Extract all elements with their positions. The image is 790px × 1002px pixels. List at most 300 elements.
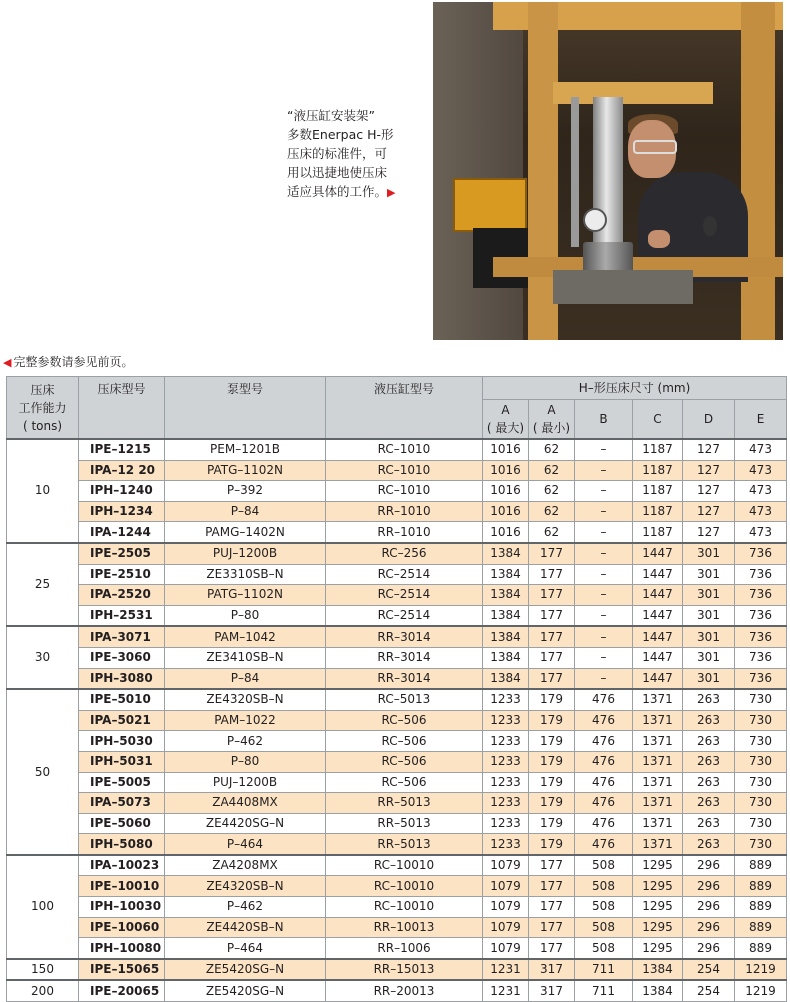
dim-d-cell: 263 [683, 793, 735, 814]
dim-a-min-cell: 62 [529, 460, 575, 481]
table-row [7, 668, 787, 689]
press-model-cell: IPH–1240 [79, 481, 165, 502]
table-row [7, 501, 787, 522]
dim-d-cell: 263 [683, 689, 735, 710]
dim-b-cell: 508 [575, 876, 633, 897]
dim-a-min-cell: 177 [529, 876, 575, 897]
dim-c-cell: 1447 [633, 626, 683, 647]
dim-a-max-cell: 1384 [483, 585, 529, 606]
dim-e-cell: 736 [735, 585, 787, 606]
cylinder-model-cell: RR–3014 [326, 647, 483, 668]
cylinder-model-cell: RR–5013 [326, 813, 483, 834]
dim-d-cell: 301 [683, 647, 735, 668]
table-row [7, 834, 787, 855]
dim-a-min-header: A ( 最小) [529, 400, 575, 440]
dim-d-cell: 301 [683, 564, 735, 585]
dim-d-cell: 263 [683, 772, 735, 793]
table-row [7, 522, 787, 543]
press-model-cell: IPA–3071 [79, 626, 165, 647]
dim-a-min-cell: 177 [529, 897, 575, 918]
dim-e-cell: 473 [735, 501, 787, 522]
dim-a-min-cell: 179 [529, 751, 575, 772]
dim-d-cell: 263 [683, 710, 735, 731]
pump-model-cell: PAMG–1402N [165, 522, 326, 543]
pump-model-cell: P–84 [165, 501, 326, 522]
dim-b-cell: – [575, 626, 633, 647]
dim-b-cell: – [575, 647, 633, 668]
dim-e-cell: 473 [735, 439, 787, 460]
caption-line: 适应具体的工作。 [287, 184, 388, 199]
dim-c-cell: 1371 [633, 710, 683, 731]
capacity-cell: 25 [7, 543, 79, 626]
cylinder-model-cell: RR–3014 [326, 668, 483, 689]
table-row [7, 585, 787, 606]
dim-a-max-cell: 1233 [483, 772, 529, 793]
press-model-cell: IPE–20065 [79, 980, 165, 1001]
pump-model-cell: ZE4320SB–N [165, 689, 326, 710]
cylinder-model-cell: RC–2514 [326, 564, 483, 585]
dim-d-cell: 127 [683, 522, 735, 543]
press-model-cell: IPE–1215 [79, 439, 165, 460]
dim-a-max-cell: 1384 [483, 626, 529, 647]
dim-a-min-cell: 62 [529, 439, 575, 460]
dim-b-cell: – [575, 564, 633, 585]
dim-c-cell: 1384 [633, 959, 683, 981]
dim-b-cell: – [575, 439, 633, 460]
dim-c-cell: 1295 [633, 876, 683, 897]
cylinder-model-cell: RC–506 [326, 751, 483, 772]
table-row [7, 751, 787, 772]
pump-model-cell: P–462 [165, 731, 326, 752]
press-model-cell: IPE–2510 [79, 564, 165, 585]
dim-b-cell: 476 [575, 751, 633, 772]
dim-b-cell: 508 [575, 855, 633, 876]
press-model-cell: IPA–1244 [79, 522, 165, 543]
press-model-cell: IPE–5010 [79, 689, 165, 710]
dim-a-max-cell: 1079 [483, 855, 529, 876]
dim-e-cell: 1219 [735, 980, 787, 1001]
table-row [7, 876, 787, 897]
table-row [7, 731, 787, 752]
press-model-cell: IPA–12 20 [79, 460, 165, 481]
cylinder-model-cell: RC–506 [326, 731, 483, 752]
dim-b-cell: – [575, 522, 633, 543]
dim-e-cell: 736 [735, 626, 787, 647]
dim-d-cell: 301 [683, 668, 735, 689]
dim-a-max-cell: 1231 [483, 959, 529, 981]
dim-c-cell: 1447 [633, 605, 683, 626]
dim-a-min-cell: 317 [529, 959, 575, 981]
cylinder-model-cell: RR–15013 [326, 959, 483, 981]
dim-d-cell: 301 [683, 585, 735, 606]
dim-b-cell: 508 [575, 917, 633, 938]
table-row [7, 481, 787, 502]
table-body [7, 439, 787, 1002]
dim-b-cell: 476 [575, 793, 633, 814]
dim-c-cell: 1371 [633, 813, 683, 834]
dim-d-cell: 263 [683, 731, 735, 752]
caption-line: 用以迅捷地使压床 [287, 165, 388, 180]
dim-e-header: E [735, 400, 787, 440]
dim-e-cell: 736 [735, 564, 787, 585]
table-row [7, 917, 787, 938]
dim-a-min-cell: 177 [529, 647, 575, 668]
pump-model-cell: ZE5420SG–N [165, 959, 326, 981]
dim-e-cell: 1219 [735, 959, 787, 981]
press-model-cell: IPE–5005 [79, 772, 165, 793]
dim-e-cell: 730 [735, 793, 787, 814]
dim-c-header: C [633, 400, 683, 440]
caption-line: 压床的标准件，可 [287, 146, 388, 161]
dim-c-cell: 1371 [633, 834, 683, 855]
dim-d-cell: 263 [683, 751, 735, 772]
press-model-cell: IPH–3080 [79, 668, 165, 689]
pressure-gauge-image [583, 208, 607, 232]
dim-b-cell: 711 [575, 959, 633, 981]
dim-d-cell: 301 [683, 543, 735, 564]
dim-b-cell: 711 [575, 980, 633, 1001]
dim-d-cell: 296 [683, 876, 735, 897]
pump-model-cell: ZE4320SB–N [165, 876, 326, 897]
dim-a-max-cell: 1016 [483, 460, 529, 481]
press-model-cell: IPE–10060 [79, 917, 165, 938]
dim-c-cell: 1447 [633, 585, 683, 606]
table-row [7, 689, 787, 710]
pump-model-cell: PEM–1201B [165, 439, 326, 460]
dim-c-cell: 1447 [633, 647, 683, 668]
dim-e-cell: 889 [735, 938, 787, 959]
dim-a-min-cell: 177 [529, 855, 575, 876]
dim-a-min-cell: 177 [529, 605, 575, 626]
dim-b-cell: – [575, 605, 633, 626]
dim-c-cell: 1447 [633, 543, 683, 564]
dim-c-cell: 1187 [633, 460, 683, 481]
dim-e-cell: 889 [735, 917, 787, 938]
table-row [7, 710, 787, 731]
cylinder-model-header: 液压缸型号 [326, 377, 483, 440]
dim-c-cell: 1187 [633, 501, 683, 522]
capacity-cell: 200 [7, 980, 79, 1001]
dim-c-cell: 1187 [633, 439, 683, 460]
dim-d-cell: 296 [683, 855, 735, 876]
dim-a-max-cell: 1384 [483, 564, 529, 585]
cylinder-model-cell: RC–10010 [326, 855, 483, 876]
dim-b-cell: 476 [575, 834, 633, 855]
pump-model-cell: P–80 [165, 751, 326, 772]
dim-d-cell: 254 [683, 959, 735, 981]
dim-a-max-cell: 1079 [483, 938, 529, 959]
dim-a-min-cell: 179 [529, 813, 575, 834]
dim-d-cell: 263 [683, 834, 735, 855]
cylinder-model-cell: RC–2514 [326, 585, 483, 606]
dim-d-cell: 263 [683, 813, 735, 834]
press-model-cell: IPE–3060 [79, 647, 165, 668]
cylinder-model-cell: RR–20013 [326, 980, 483, 1001]
dim-c-cell: 1371 [633, 731, 683, 752]
dimensions-header: H–形压床尺寸 (mm) [483, 377, 787, 400]
cylinder-model-cell: RC–256 [326, 543, 483, 564]
dim-b-cell: – [575, 585, 633, 606]
dim-d-cell: 296 [683, 897, 735, 918]
hydraulic-pump-image [453, 178, 527, 232]
dim-a-max-cell: 1016 [483, 522, 529, 543]
press-model-cell: IPH–1234 [79, 501, 165, 522]
pump-model-cell: P–80 [165, 605, 326, 626]
dim-e-cell: 730 [735, 834, 787, 855]
cylinder-model-cell: RC–1010 [326, 439, 483, 460]
pump-model-header: 泵型号 [165, 377, 326, 440]
dim-a-min-cell: 177 [529, 564, 575, 585]
dim-e-cell: 730 [735, 689, 787, 710]
press-model-cell: IPH–5030 [79, 731, 165, 752]
pump-model-cell: PATG–1102N [165, 460, 326, 481]
table-row [7, 460, 787, 481]
cylinder-model-cell: RR–5013 [326, 834, 483, 855]
dim-a-max-cell: 1233 [483, 834, 529, 855]
caption-line: “液压缸安装架” [287, 108, 375, 123]
cylinder-model-cell: RC–2514 [326, 605, 483, 626]
dim-a-max-header: A ( 最大) [483, 400, 529, 440]
cylinder-model-cell: RC–506 [326, 772, 483, 793]
dim-a-min-cell: 177 [529, 626, 575, 647]
cylinder-model-cell: RR–1010 [326, 501, 483, 522]
dim-b-header: B [575, 400, 633, 440]
triangle-left-icon: ◀ [3, 356, 12, 369]
dim-e-cell: 730 [735, 772, 787, 793]
table-row [7, 897, 787, 918]
dim-c-cell: 1295 [633, 897, 683, 918]
dim-a-min-cell: 62 [529, 481, 575, 502]
pump-model-cell: PAM–1022 [165, 710, 326, 731]
dim-e-cell: 730 [735, 710, 787, 731]
dim-a-max-cell: 1016 [483, 481, 529, 502]
press-model-cell: IPA–5021 [79, 710, 165, 731]
cylinder-model-cell: RC–10010 [326, 897, 483, 918]
dim-a-min-cell: 62 [529, 522, 575, 543]
dim-d-cell: 127 [683, 439, 735, 460]
dim-c-cell: 1295 [633, 917, 683, 938]
dim-d-header: D [683, 400, 735, 440]
dim-a-max-cell: 1233 [483, 813, 529, 834]
cylinder-model-cell: RC–1010 [326, 481, 483, 502]
dim-c-cell: 1371 [633, 772, 683, 793]
press-model-cell: IPA–10023 [79, 855, 165, 876]
dim-d-cell: 301 [683, 605, 735, 626]
dim-d-cell: 296 [683, 938, 735, 959]
dim-d-cell: 127 [683, 501, 735, 522]
dim-c-cell: 1295 [633, 938, 683, 959]
dim-a-max-cell: 1384 [483, 543, 529, 564]
dim-e-cell: 889 [735, 897, 787, 918]
table-row [7, 772, 787, 793]
press-model-cell: IPH–5080 [79, 834, 165, 855]
pump-model-cell: P–462 [165, 897, 326, 918]
dim-e-cell: 473 [735, 522, 787, 543]
capacity-cell: 30 [7, 626, 79, 689]
press-photo [433, 2, 783, 340]
cylinder-model-cell: RR–10013 [326, 917, 483, 938]
pump-model-cell: ZE5420SG–N [165, 980, 326, 1001]
dim-a-min-cell: 179 [529, 834, 575, 855]
dim-b-cell: – [575, 501, 633, 522]
dim-e-cell: 730 [735, 751, 787, 772]
dim-a-max-cell: 1233 [483, 751, 529, 772]
pump-model-cell: ZE3410SB–N [165, 647, 326, 668]
pump-model-cell: PATG–1102N [165, 585, 326, 606]
pump-model-cell: ZE3310SB–N [165, 564, 326, 585]
dim-c-cell: 1371 [633, 751, 683, 772]
dim-b-cell: 476 [575, 710, 633, 731]
dim-a-max-cell: 1384 [483, 647, 529, 668]
dim-e-cell: 736 [735, 668, 787, 689]
cylinder-model-cell: RC–5013 [326, 689, 483, 710]
pump-model-cell: P–464 [165, 938, 326, 959]
press-spec-table [6, 376, 787, 1002]
cylinder-model-cell: RC–506 [326, 710, 483, 731]
dim-c-cell: 1447 [633, 564, 683, 585]
table-row [7, 959, 787, 981]
dim-a-max-cell: 1233 [483, 731, 529, 752]
press-model-cell: IPA–2520 [79, 585, 165, 606]
dim-b-cell: 508 [575, 897, 633, 918]
dim-e-cell: 736 [735, 605, 787, 626]
photo-caption [287, 106, 437, 202]
dim-c-cell: 1295 [633, 855, 683, 876]
dim-a-max-cell: 1079 [483, 876, 529, 897]
dim-a-min-cell: 177 [529, 543, 575, 564]
dim-a-min-cell: 177 [529, 668, 575, 689]
table-row [7, 980, 787, 1001]
dim-a-max-cell: 1233 [483, 710, 529, 731]
dim-a-min-cell: 179 [529, 772, 575, 793]
press-model-cell: IPE–5060 [79, 813, 165, 834]
dim-d-cell: 127 [683, 481, 735, 502]
dim-b-cell: – [575, 668, 633, 689]
dim-b-cell: – [575, 460, 633, 481]
table-row [7, 626, 787, 647]
dim-c-cell: 1371 [633, 793, 683, 814]
pump-model-cell: P–464 [165, 834, 326, 855]
dim-c-cell: 1187 [633, 522, 683, 543]
dim-a-max-cell: 1233 [483, 793, 529, 814]
table-row [7, 855, 787, 876]
dim-c-cell: 1384 [633, 980, 683, 1001]
dim-b-cell: 508 [575, 938, 633, 959]
dim-b-cell: 476 [575, 813, 633, 834]
dim-a-min-cell: 179 [529, 793, 575, 814]
capacity-cell: 10 [7, 439, 79, 543]
dim-e-cell: 889 [735, 876, 787, 897]
pump-model-cell: PUJ–1200B [165, 543, 326, 564]
pump-model-cell: ZE4420SG–N [165, 813, 326, 834]
dim-b-cell: 476 [575, 689, 633, 710]
dim-b-cell: 476 [575, 731, 633, 752]
press-model-cell: IPH–5031 [79, 751, 165, 772]
dim-e-cell: 473 [735, 460, 787, 481]
table-row [7, 793, 787, 814]
dim-d-cell: 301 [683, 626, 735, 647]
cylinder-model-cell: RR–3014 [326, 626, 483, 647]
table-row [7, 605, 787, 626]
caption-line: 多数Enerpac H-形 [287, 127, 394, 142]
pump-model-cell: PUJ–1200B [165, 772, 326, 793]
cylinder-model-cell: RR–1010 [326, 522, 483, 543]
dim-e-cell: 730 [735, 731, 787, 752]
table-row [7, 543, 787, 564]
pump-model-cell: ZA4408MX [165, 793, 326, 814]
dim-e-cell: 473 [735, 481, 787, 502]
dim-a-max-cell: 1016 [483, 501, 529, 522]
press-model-cell: IPE–2505 [79, 543, 165, 564]
pump-model-cell: ZA4208MX [165, 855, 326, 876]
dim-a-min-cell: 177 [529, 917, 575, 938]
press-model-cell: IPE–15065 [79, 959, 165, 981]
dim-d-cell: 296 [683, 917, 735, 938]
dim-c-cell: 1447 [633, 668, 683, 689]
press-model-cell: IPH–10030 [79, 897, 165, 918]
pump-model-cell: PAM–1042 [165, 626, 326, 647]
pump-model-cell: P–84 [165, 668, 326, 689]
capacity-cell: 150 [7, 959, 79, 981]
capacity-header: 压床 工作能力 ( tons) [7, 377, 79, 440]
press-model-cell: IPH–10080 [79, 938, 165, 959]
dim-a-max-cell: 1016 [483, 439, 529, 460]
table-row [7, 938, 787, 959]
dim-b-cell: 476 [575, 772, 633, 793]
press-model-cell: IPH–2531 [79, 605, 165, 626]
dim-a-max-cell: 1079 [483, 917, 529, 938]
dim-a-min-cell: 177 [529, 938, 575, 959]
triangle-right-icon: ▶ [387, 186, 396, 199]
dim-e-cell: 889 [735, 855, 787, 876]
dim-d-cell: 127 [683, 460, 735, 481]
table-row [7, 439, 787, 460]
cylinder-model-cell: RC–1010 [326, 460, 483, 481]
table-row [7, 647, 787, 668]
dim-a-min-cell: 179 [529, 689, 575, 710]
reference-note [3, 353, 133, 370]
press-model-cell: IPE–10010 [79, 876, 165, 897]
press-model-cell: IPA–5073 [79, 793, 165, 814]
dim-e-cell: 730 [735, 813, 787, 834]
dim-a-min-cell: 179 [529, 710, 575, 731]
dim-e-cell: 736 [735, 647, 787, 668]
dim-a-max-cell: 1384 [483, 605, 529, 626]
press-model-header: 压床型号 [79, 377, 165, 440]
pump-model-cell: ZE4420SB–N [165, 917, 326, 938]
dim-b-cell: – [575, 543, 633, 564]
dim-a-min-cell: 177 [529, 585, 575, 606]
dim-c-cell: 1371 [633, 689, 683, 710]
capacity-cell: 100 [7, 855, 79, 959]
dim-a-max-cell: 1233 [483, 689, 529, 710]
cylinder-model-cell: RR–1006 [326, 938, 483, 959]
cylinder-model-cell: RC–10010 [326, 876, 483, 897]
dim-b-cell: – [575, 481, 633, 502]
dim-a-max-cell: 1384 [483, 668, 529, 689]
dim-c-cell: 1187 [633, 481, 683, 502]
dim-a-min-cell: 317 [529, 980, 575, 1001]
dim-a-min-cell: 62 [529, 501, 575, 522]
dim-d-cell: 254 [683, 980, 735, 1001]
dim-a-max-cell: 1079 [483, 897, 529, 918]
capacity-cell: 50 [7, 689, 79, 855]
dim-a-min-cell: 179 [529, 731, 575, 752]
dim-a-max-cell: 1231 [483, 980, 529, 1001]
pump-model-cell: P–392 [165, 481, 326, 502]
dim-e-cell: 736 [735, 543, 787, 564]
table-row [7, 564, 787, 585]
